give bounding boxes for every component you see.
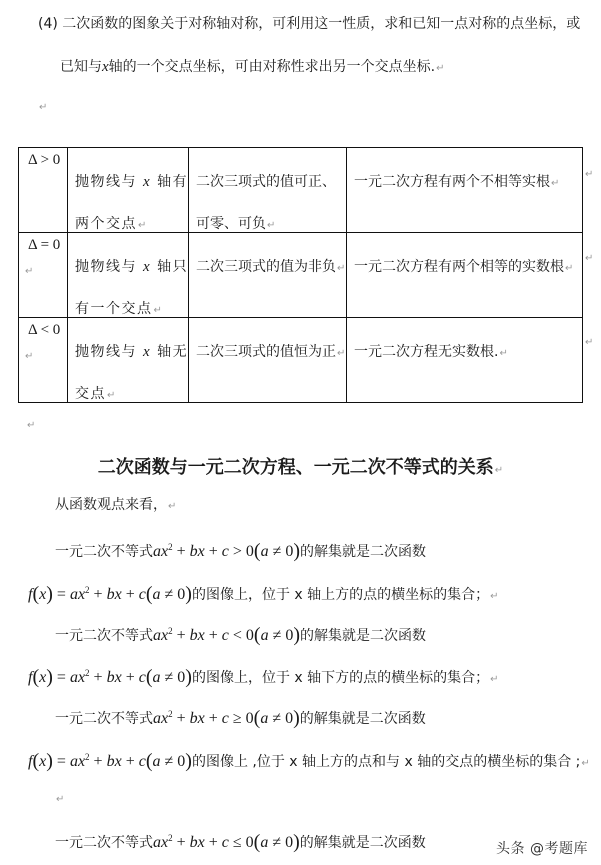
text: 抛物线与 <box>75 174 143 190</box>
paragraph-mark-icon: ↵ <box>39 102 48 113</box>
delta-condition: Δ = 0 <box>28 237 61 253</box>
paragraph-mark-icon: ↵ <box>585 337 594 348</box>
equation-text: 一元二次方程无实数根.↵ <box>354 344 508 360</box>
text: 的解集就是二次函数 <box>300 628 427 644</box>
intersection-cell <box>68 318 189 403</box>
delta-condition: Δ > 0 <box>28 152 61 168</box>
inequality-formula: $ax^2$ + bx + c ≥ 0(a ≠ 0) <box>153 707 300 729</box>
equation-text: 一元二次方程有两个不相等实根↵ <box>354 174 560 190</box>
delta-cell: Δ < 0 ↵ <box>19 318 68 403</box>
title-text: 二次函数与一元二次方程、一元二次不等式的关系 <box>97 457 494 478</box>
text: 从函数观点来看， <box>55 497 167 513</box>
discriminant-table <box>18 147 583 403</box>
intro-text-1: (4) 二次函数的图象关于对称轴对称，可利用这一性质，求和已知一点对称的点坐标，或 <box>38 16 581 32</box>
delta-cell: Δ = 0 ↵ <box>19 233 68 318</box>
intersection-cell <box>68 233 189 318</box>
intersection-text: 抛物线与 x 轴无 交点↵ <box>75 344 189 402</box>
text: 二次三项式的值可正、 <box>196 174 336 190</box>
inequality-line <box>55 537 426 562</box>
x-variable: x <box>142 344 152 360</box>
text: 一元二次方程有两个相等的实数根 <box>354 259 564 275</box>
text: 轴无 <box>151 344 189 360</box>
text: 一元二次不等式 <box>55 711 153 727</box>
trinomial-text: 二次三项式的值可正、 可零、可负↵ <box>196 174 336 232</box>
function-formula: $f(x) = ax^2$ + bx + c(a ≠ 0) <box>28 583 192 605</box>
text: 有一个交点 <box>75 301 153 317</box>
function-line: $f(x) = ax^2$ + bx + c(a ≠ 0)的图像上 ,位于 x 轴上方的点和与 x 轴的交点的横坐标的集合 ;↵ <box>28 750 590 772</box>
operator: > <box>232 543 242 560</box>
inequality-line <box>55 828 426 853</box>
x-variable: x <box>142 174 152 190</box>
text: 一元二次不等式 <box>55 544 153 560</box>
text: 两个交点 <box>75 216 137 232</box>
equation-text: 一元二次方程有两个相等的实数根↵ <box>354 259 574 275</box>
operator: ≤ <box>232 834 242 851</box>
function-line: $f(x) = ax^2$ + bx + c(a ≠ 0)的图像上，位于 x 轴下方的点的横坐标的集合；↵ <box>28 666 499 688</box>
paragraph-mark-icon: ↵ <box>56 794 65 805</box>
paragraph-mark-icon: ↵ <box>436 63 445 74</box>
table-row <box>19 233 583 318</box>
inequality-line <box>55 704 426 729</box>
trinomial-cell <box>189 148 347 233</box>
text: 一元二次不等式 <box>55 628 153 644</box>
function-formula: $f(x) = ax^2$ + bx + c(a ≠ 0) <box>28 750 192 772</box>
operator: ≥ <box>232 710 242 727</box>
text: 的图像上，位于 x 轴上方的点的横坐标的集合； <box>191 587 490 603</box>
text: 抛物线与 <box>75 259 143 275</box>
delta-condition: Δ < 0 <box>28 322 61 338</box>
text: 轴只 <box>151 259 189 275</box>
delta-cell <box>19 148 68 233</box>
inequality-formula: $ax^2$ + bx + c < 0(a ≠ 0) <box>153 624 301 646</box>
trinomial-text: 二次三项式的值恒为正↵ <box>196 344 346 360</box>
trinomial-text: 二次三项式的值为非负↵ <box>196 259 346 275</box>
text: 一元二次不等式 <box>55 835 153 851</box>
intro-line-1 <box>38 14 580 34</box>
text: 的解集就是二次函数 <box>300 544 427 560</box>
section-title: 二次函数与一元二次方程、一元二次不等式的关系↵ <box>97 457 504 478</box>
equation-cell <box>347 318 583 403</box>
paragraph-mark-icon: ↵ <box>27 420 36 431</box>
trinomial-cell <box>189 233 347 318</box>
inequality-formula: $ax^2$ + bx + c ≤ 0(a ≠ 0) <box>153 831 300 853</box>
text: 交点 <box>75 386 106 402</box>
intro-text-2b: 轴的一个交点坐标，可由对称性求出另一个交点坐标. <box>108 59 436 75</box>
trinomial-cell <box>189 318 347 403</box>
paragraph-mark-icon: ↵ <box>585 169 594 180</box>
function-formula: $f(x) = ax^2$ + bx + c(a ≠ 0) <box>28 666 192 688</box>
intro-text-2a: 已知与 <box>60 59 102 75</box>
equation-cell <box>347 233 583 318</box>
text: 二次三项式的值恒为正 <box>196 344 336 360</box>
watermark: 头条 @考题库 <box>496 841 588 857</box>
equation-cell <box>347 148 583 233</box>
x-variable: x <box>142 259 152 275</box>
intro-line-2 <box>60 57 445 79</box>
text: 一元二次方程无实数根. <box>354 344 499 360</box>
inequality-formula: $ax^2$ + bx + c > 0(a ≠ 0) <box>153 540 301 562</box>
table-row <box>19 148 583 233</box>
text: 二次三项式的值为非负 <box>196 259 336 275</box>
text: 的图像上，位于 x 轴下方的点的横坐标的集合； <box>191 670 490 686</box>
text: 的解集就是二次函数 <box>299 711 426 727</box>
text: 的解集就是二次函数 <box>299 835 426 851</box>
text: 抛物线与 <box>75 344 143 360</box>
lead-text: 从函数观点来看，↵ <box>55 497 177 513</box>
text: 的图像上 ,位于 x 轴上方的点和与 x 轴的交点的横坐标的集合 ; <box>191 754 581 770</box>
function-line: $f(x) = ax^2$ + bx + c(a ≠ 0)的图像上，位于 x 轴上方的点的横坐标的集合；↵ <box>28 583 499 605</box>
x-variable: x <box>102 59 109 75</box>
text: 轴有 <box>151 174 189 190</box>
paragraph-mark-icon: ↵ <box>585 253 594 264</box>
intersection-cell <box>68 148 189 233</box>
operator: < <box>232 627 242 644</box>
text: 可零、可负 <box>196 216 266 232</box>
text: 一元二次方程有两个不相等实根 <box>354 174 550 190</box>
table-row <box>19 318 583 403</box>
inequality-line <box>55 621 426 646</box>
intersection-text: 抛物线与 x 轴有 两个交点↵ <box>75 174 189 232</box>
intersection-text: 抛物线与 x 轴只 有一个交点↵ <box>75 259 189 317</box>
